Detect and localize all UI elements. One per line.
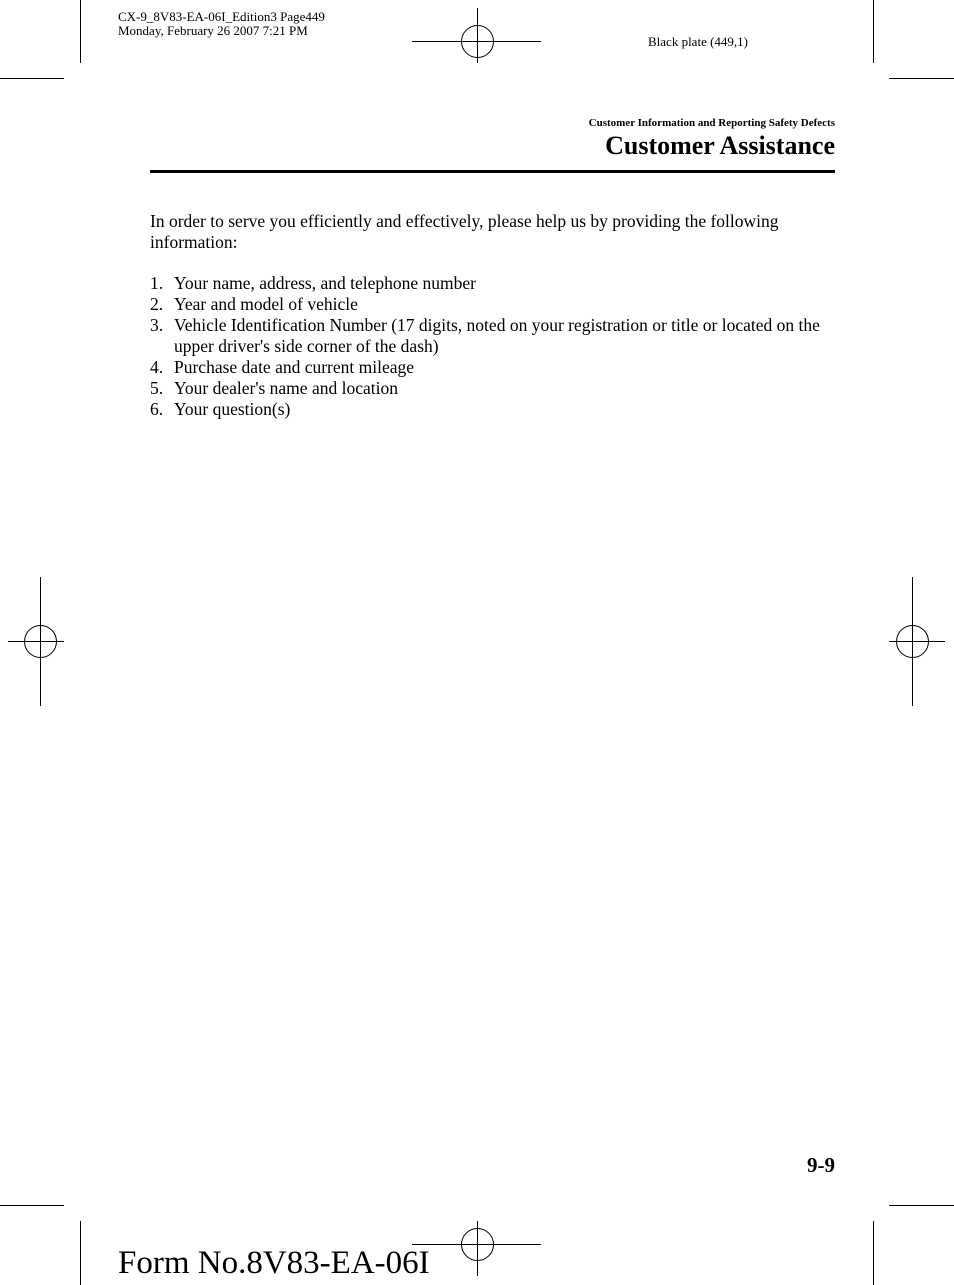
registration-mark-right-circle [896,625,929,658]
list-item-text: Year and model of vehicle [174,294,358,314]
crop-mark-top-left-horizontal [0,78,64,79]
list-item-text: Purchase date and current mileage [174,357,415,377]
print-job-timestamp: Monday, February 26 2007 7:21 PM [118,23,308,38]
list-item [150,294,836,315]
list-item-number: 3. [150,315,164,335]
list-item [150,315,836,357]
registration-mark-top-circle [461,25,494,58]
information-list [150,273,836,420]
crop-mark-bottom-right-vertical [873,1221,874,1285]
list-item-text: Vehicle Identification Number (17 digits, noted on your registration or title or located on the upper driver's side corner of the dash) [174,315,820,356]
title-rule-divider [150,170,835,173]
crop-mark-bottom-left-horizontal [0,1205,64,1206]
list-item [150,378,836,399]
list-item-number: 4. [150,357,164,377]
section-label: Customer Information and Reporting Safety Defects [588,117,835,129]
list-item-text: Your name, address, and telephone number [174,273,476,293]
page-title: Customer Assistance [605,131,835,160]
crop-mark-top-right-vertical [873,0,874,63]
crop-mark-bottom-left-vertical [80,1221,81,1285]
print-job-name: CX-9_8V83-EA-06I_Edition3 Page449 [118,9,325,24]
crop-mark-top-left-vertical [80,0,81,63]
list-item-text: Your dealer's name and location [174,378,398,398]
list-item-number: 1. [150,273,164,293]
crop-mark-bottom-right-horizontal [889,1205,954,1206]
list-item-number: 2. [150,294,164,314]
form-number: Form No.8V83-EA-06I [118,1245,430,1281]
registration-mark-bottom-circle [461,1228,494,1261]
crop-mark-top-right-horizontal [889,78,954,79]
intro-paragraph: In order to serve you efficiently and effectively, please help us by providing the following information: [150,211,779,252]
list-item-number: 6. [150,399,164,419]
list-item-text: Your question(s) [174,399,291,419]
list-item [150,399,836,420]
plate-label: Black plate (449,1) [648,34,748,49]
registration-mark-left-circle [24,625,57,658]
list-item [150,357,836,378]
page-number: 9-9 [807,1153,835,1177]
list-item [150,273,836,294]
list-item-number: 5. [150,378,164,398]
